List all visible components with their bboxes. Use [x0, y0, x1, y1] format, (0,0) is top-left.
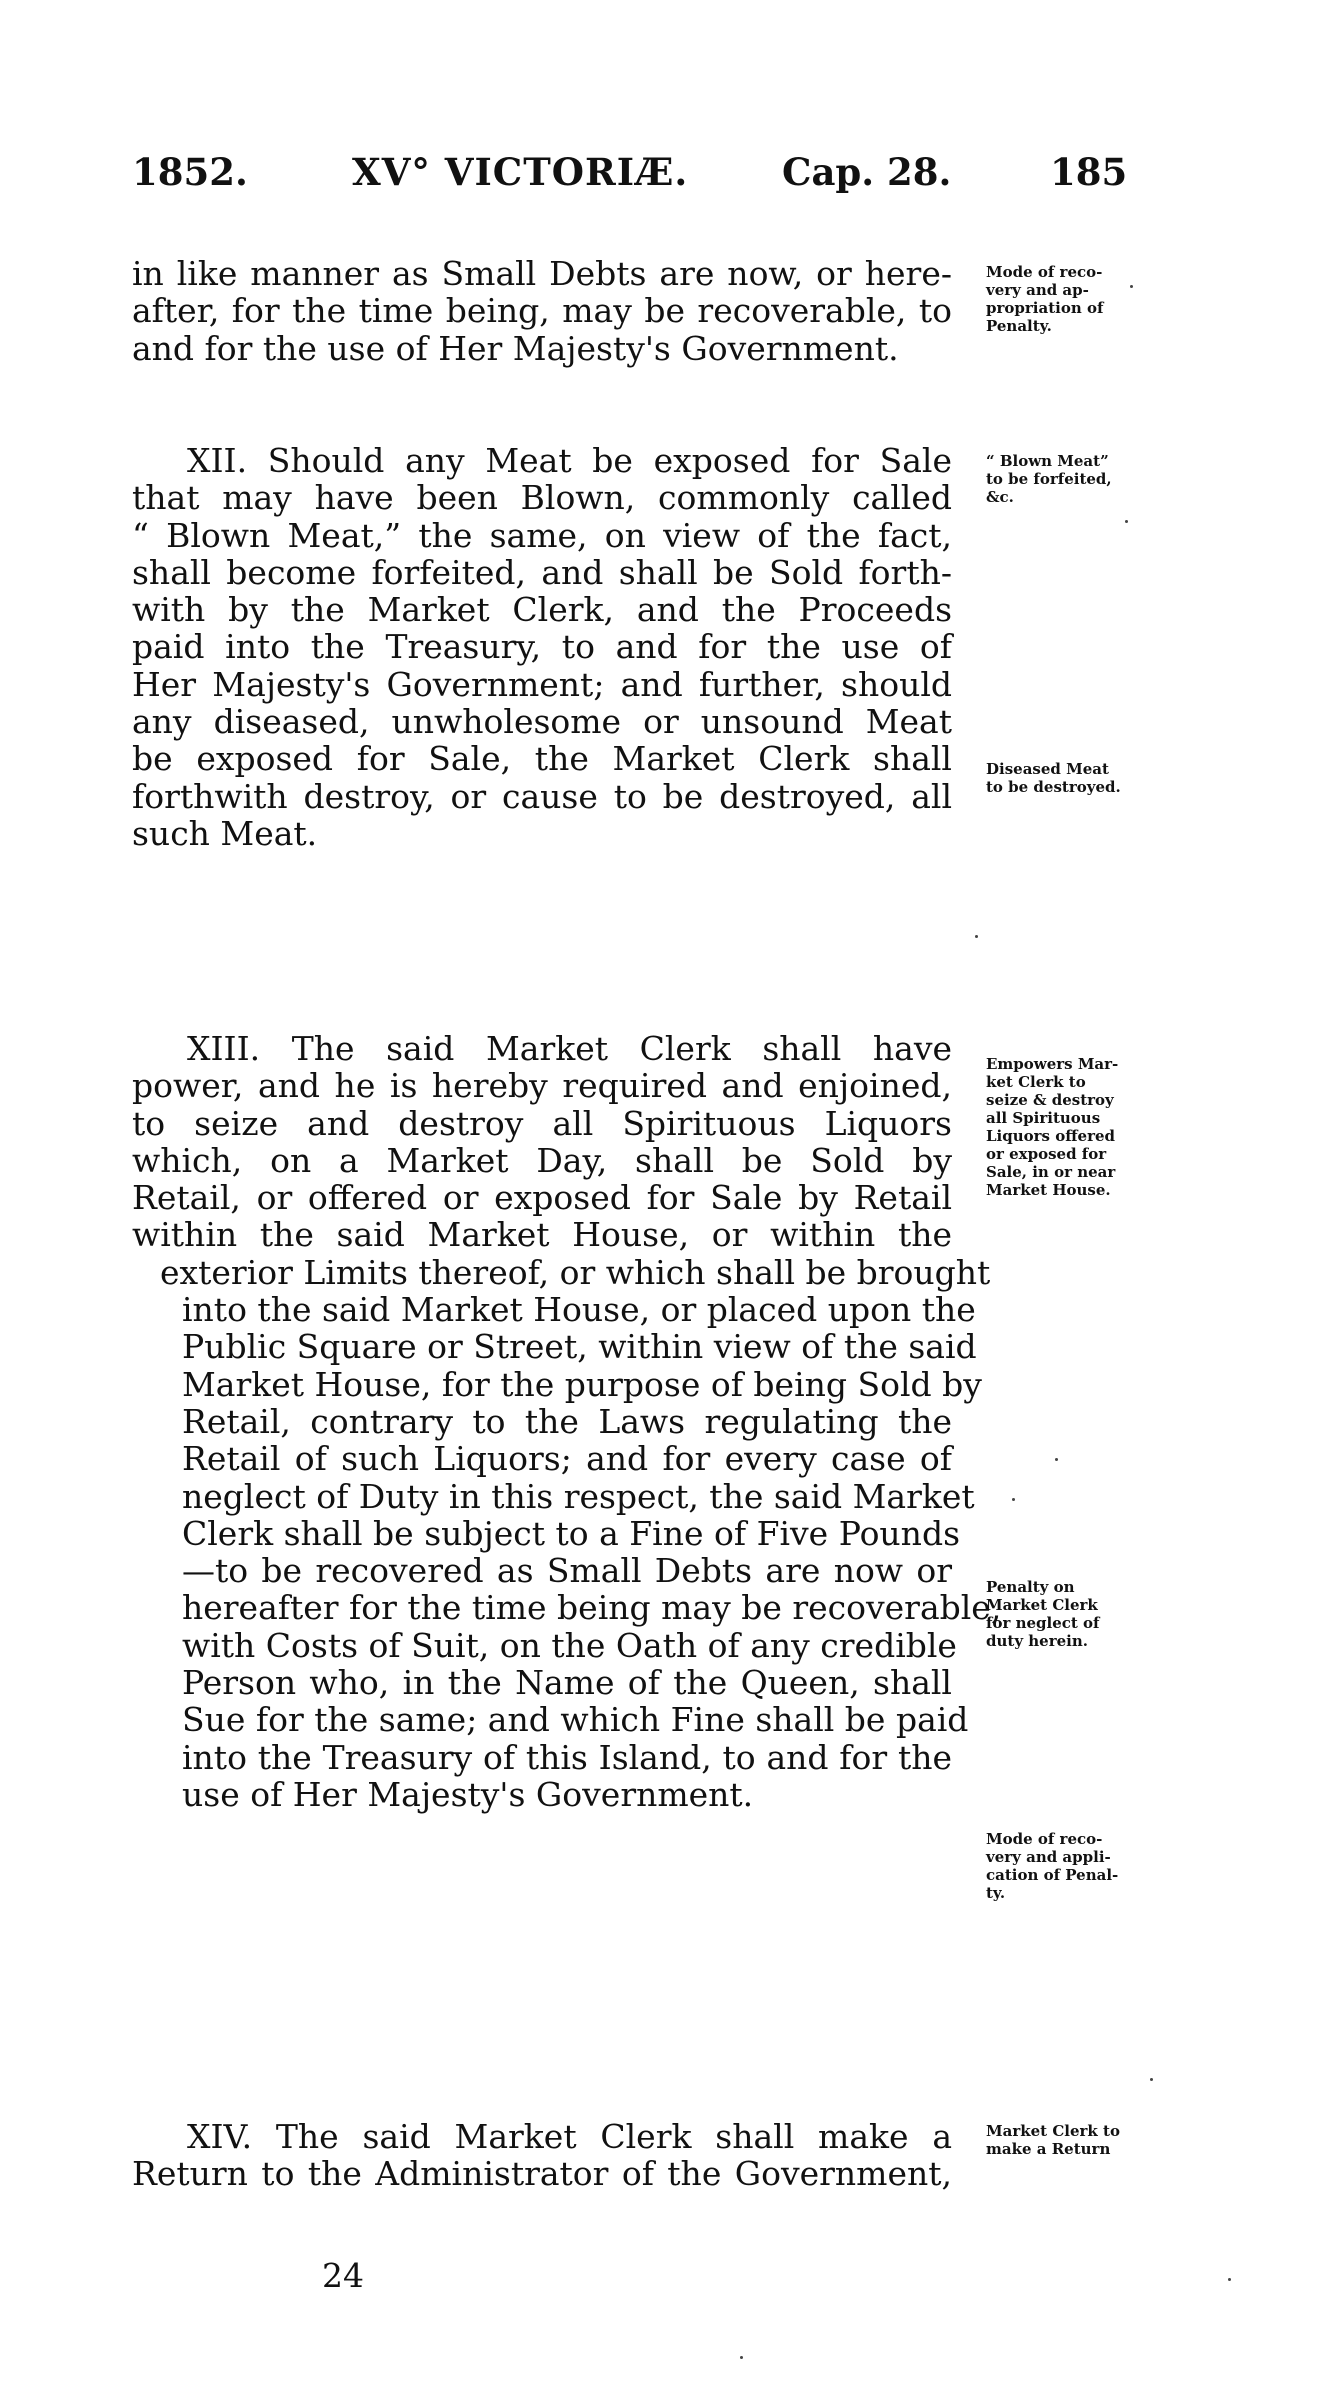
section-xiii: [132, 1029, 1002, 1814]
text-line: which, on a Market Day, shall be Sold by: [132, 1140, 952, 1180]
margin-note-line: Mode of reco-: [986, 263, 1103, 281]
margin-note-line: Diseased Meat: [986, 760, 1109, 778]
text-line: hereafter for the time being may be recoverable,: [182, 1588, 1002, 1628]
signature-mark: 24: [322, 2256, 364, 2295]
scan-speck: [1130, 285, 1133, 288]
text-line: such Meat.: [132, 813, 318, 853]
text-line: use of Her Majesty's Government.: [182, 1774, 754, 1814]
section-xii: [132, 442, 952, 852]
header-chapter: Cap. 28.: [782, 150, 952, 194]
margin-note-line: Penalty.: [986, 317, 1052, 335]
margin-note-make-return: [986, 2122, 1186, 2158]
text-line: Retail, or offered or exposed for Sale by Retail: [132, 1178, 952, 1218]
margin-note-line: Penalty on: [986, 1578, 1075, 1596]
text-line: Retail of such Liquors; and for every case of: [182, 1439, 952, 1479]
header-year: 1852.: [132, 150, 248, 194]
page-number: 185: [1050, 150, 1128, 194]
margin-note-line: to be destroyed.: [986, 778, 1121, 796]
text-line: be exposed for Sale, the Market Clerk shall: [132, 739, 952, 779]
scan-speck: [975, 935, 978, 938]
text-line: and for the use of Her Majesty's Government.: [132, 328, 899, 368]
scan-speck: [1228, 2278, 1231, 2281]
header-title: XV° VICTORIÆ.: [352, 150, 689, 194]
margin-note-line: Liquors offered: [986, 1127, 1116, 1145]
margin-note-line: Market House.: [986, 1181, 1111, 1199]
text-line: —to be recovered as Small Debts are now or: [182, 1551, 952, 1591]
margin-note-line: Empowers Mar-: [986, 1055, 1119, 1073]
text-line: paid into the Treasury, to and for the use of: [132, 627, 952, 667]
margin-note-line: to be forfeited,: [986, 470, 1112, 488]
scan-speck: [1150, 2078, 1153, 2081]
text-line: Clerk shall be subject to a Fine of Five Pounds: [182, 1513, 960, 1553]
margin-note-line: seize & destroy: [986, 1091, 1114, 1109]
text-line: with by the Market Clerk, and the Proceeds: [132, 590, 952, 630]
margin-note-mode-of-recovery: [986, 263, 1186, 335]
margin-note-diseased-meat: [986, 760, 1186, 796]
scan-speck: [740, 2356, 743, 2359]
margin-note-recovery-application: [986, 1830, 1186, 1902]
margin-note-line: for neglect of: [986, 1614, 1100, 1632]
text-line: XIV. The said Market Clerk shall make a: [187, 2117, 952, 2156]
margin-note-line: Market Clerk to: [986, 2122, 1120, 2140]
text-line: in like manner as Small Debts are now, or here-: [132, 254, 952, 293]
text-line: after, for the time being, may be recoverable, to: [132, 291, 952, 331]
text-line: into the said Market House, or placed upon the: [182, 1290, 976, 1330]
text-line: within the said Market House, or within the: [132, 1215, 952, 1255]
margin-note-line: Market Clerk: [986, 1596, 1098, 1614]
text-line: that may have been Blown, commonly called: [132, 478, 952, 518]
margin-note-line: duty herein.: [986, 1632, 1088, 1650]
text-line: Return to the Administrator of the Government,: [132, 2154, 952, 2194]
text-line: Sue for the same; and which Fine shall be paid: [182, 1700, 969, 1740]
margin-note-line: propriation of: [986, 299, 1104, 317]
text-line: with Costs of Suit, on the Oath of any credible: [182, 1625, 957, 1665]
text-line: exterior Limits thereof, or which shall be brought: [160, 1252, 991, 1292]
margin-note-line: “ Blown Meat”: [986, 452, 1109, 470]
paragraph-continuation: [132, 255, 952, 367]
text-line: Market House, for the purpose of being Sold by: [182, 1364, 982, 1404]
margin-note-line: very and appli-: [986, 1848, 1111, 1866]
text-line: Her Majesty's Government; and further, should: [132, 664, 952, 704]
page-header: [132, 150, 1172, 210]
scan-speck: [1012, 1498, 1015, 1501]
text-line: shall become forfeited, and shall be Sold forth-: [132, 552, 952, 592]
margin-note-line: make a Return: [986, 2140, 1111, 2158]
text-line: neglect of Duty in this respect, the said Market: [182, 1476, 975, 1516]
text-line: to seize and destroy all Spirituous Liquors: [132, 1103, 952, 1143]
margin-note-line: ket Clerk to: [986, 1073, 1086, 1091]
margin-note-spirituous-liquors: [986, 1055, 1186, 1199]
text-line: XII. Should any Meat be exposed for Sale: [187, 441, 952, 480]
margin-note-line: or exposed for: [986, 1145, 1107, 1163]
text-line: “ Blown Meat,” the same, on view of the fact,: [132, 515, 952, 555]
margin-note-line: Mode of reco-: [986, 1830, 1103, 1848]
margin-note-line: all Spirituous: [986, 1109, 1101, 1127]
section-xiv: [132, 2118, 952, 2193]
margin-note-line: Sale, in or near: [986, 1163, 1116, 1181]
text-line: forthwith destroy, or cause to be destroyed, all: [132, 776, 952, 816]
margin-note-penalty-on-clerk: [986, 1578, 1186, 1650]
margin-note-line: ty.: [986, 1884, 1006, 1902]
text-line: XIII. The said Market Clerk shall have: [187, 1029, 952, 1068]
scan-speck: [1055, 1458, 1058, 1461]
margin-note-line: very and ap-: [986, 281, 1089, 299]
text-line: Person who, in the Name of the Queen, shall: [182, 1663, 952, 1703]
text-line: Retail, contrary to the Laws regulating the: [182, 1401, 952, 1441]
text-line: Public Square or Street, within view of the said: [182, 1327, 977, 1367]
text-line: power, and he is hereby required and enjoined,: [132, 1066, 952, 1106]
text-line: any diseased, unwholesome or unsound Meat: [132, 702, 952, 742]
text-line: into the Treasury of this Island, to and for the: [182, 1737, 952, 1777]
margin-note-blown-meat: [986, 452, 1186, 506]
scan-speck: [1125, 520, 1128, 523]
margin-note-line: cation of Penal-: [986, 1866, 1119, 1884]
margin-note-line: &c.: [986, 488, 1014, 506]
